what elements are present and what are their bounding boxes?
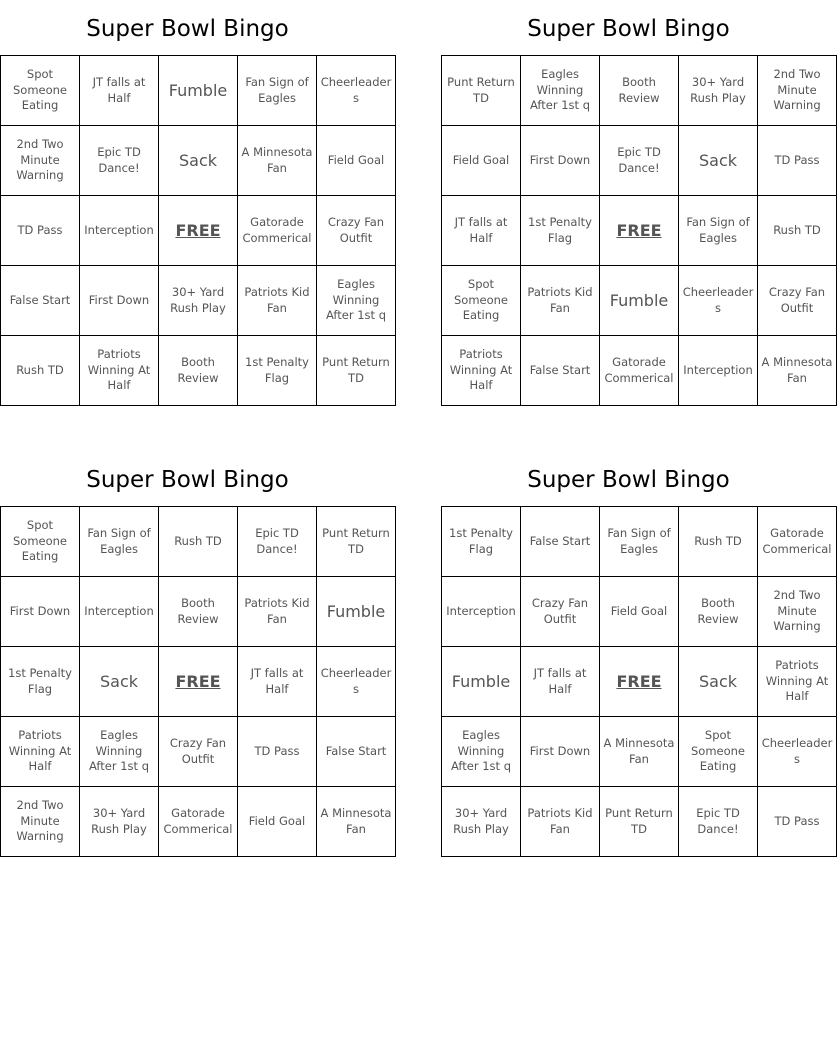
bingo-cell: Interception	[442, 577, 521, 647]
bingo-cell: Spot Someone Eating	[1, 56, 80, 126]
bingo-cell: Crazy Fan Outfit	[159, 717, 238, 787]
bingo-cell: Spot Someone Eating	[679, 717, 758, 787]
bingo-cell: Booth Review	[600, 56, 679, 126]
bingo-cell: TD Pass	[758, 126, 837, 196]
bingo-cell: Booth Review	[159, 577, 238, 647]
bingo-cell: Patriots Kid Fan	[238, 266, 317, 336]
grid-row	[1, 196, 396, 266]
grid-row	[1, 336, 396, 406]
free-space-cell: FREE	[600, 196, 679, 266]
bingo-cell: Epic TD Dance!	[679, 787, 758, 857]
grid-row	[1, 577, 396, 647]
bingo-cell: Spot Someone Eating	[442, 266, 521, 336]
grid-row	[442, 647, 837, 717]
bingo-cell: Fan Sign of Eagles	[238, 56, 317, 126]
bingo-cell: TD Pass	[238, 717, 317, 787]
bingo-cell: Field Goal	[238, 787, 317, 857]
grid-row	[1, 717, 396, 787]
bingo-cell: TD Pass	[1, 196, 80, 266]
grid-row	[442, 196, 837, 266]
bingo-cell: Cheerleaders	[758, 717, 837, 787]
grid-row	[442, 507, 837, 577]
bingo-cell: Patriots Kid Fan	[521, 787, 600, 857]
bingo-cell: JT falls at Half	[442, 196, 521, 266]
bingo-cell: Sack	[159, 126, 238, 196]
bingo-cell: 1st Penalty Flag	[442, 507, 521, 577]
bingo-cell: Rush TD	[159, 507, 238, 577]
bingo-cell: Rush TD	[758, 196, 837, 266]
bingo-cell: Patriots Winning At Half	[758, 647, 837, 717]
free-space-cell: FREE	[600, 647, 679, 717]
bingo-cell: Crazy Fan Outfit	[758, 266, 837, 336]
grid-row	[1, 266, 396, 336]
bingo-cell: 30+ Yard Rush Play	[159, 266, 238, 336]
bingo-cell: Sack	[80, 647, 159, 717]
grid-row	[442, 126, 837, 196]
bingo-cell: 2nd Two Minute Warning	[1, 126, 80, 196]
grid-row	[1, 507, 396, 577]
bingo-cell: 1st Penalty Flag	[521, 196, 600, 266]
grid-row	[442, 336, 837, 406]
bingo-cell: Fumble	[317, 577, 396, 647]
bingo-cell: 2nd Two Minute Warning	[1, 787, 80, 857]
bingo-cell: Rush TD	[679, 507, 758, 577]
bingo-cell: Cheerleaders	[317, 647, 396, 717]
bingo-cell: 1st Penalty Flag	[1, 647, 80, 717]
bingo-cell: Field Goal	[442, 126, 521, 196]
bingo-cell: False Start	[521, 507, 600, 577]
bingo-cell: Eagles Winning After 1st q	[521, 56, 600, 126]
bingo-cell: First Down	[80, 266, 159, 336]
free-space-cell: FREE	[159, 196, 238, 266]
bingo-cell: Interception	[80, 577, 159, 647]
bingo-cell: Fumble	[159, 56, 238, 126]
bingo-cell: Patriots Winning At Half	[442, 336, 521, 406]
bingo-cell: Fan Sign of Eagles	[679, 196, 758, 266]
grid-row	[1, 787, 396, 857]
bingo-cell: JT falls at Half	[238, 647, 317, 717]
bingo-cell: Spot Someone Eating	[1, 507, 80, 577]
card-title: Super Bowl Bingo	[527, 16, 730, 42]
bingo-cell: Eagles Winning After 1st q	[317, 266, 396, 336]
bingo-cell: Sack	[679, 126, 758, 196]
bingo-cell: Cheerleaders	[679, 266, 758, 336]
grid-row	[442, 787, 837, 857]
bingo-cell: Fan Sign of Eagles	[600, 507, 679, 577]
bingo-cell: 30+ Yard Rush Play	[442, 787, 521, 857]
grid-row	[442, 56, 837, 126]
bingo-cell: 1st Penalty Flag	[238, 336, 317, 406]
bingo-cell: Fumble	[600, 266, 679, 336]
bingo-cell: Gatorade Commerical	[238, 196, 317, 266]
bingo-cell: First Down	[1, 577, 80, 647]
bingo-cell: Gatorade Commerical	[600, 336, 679, 406]
bingo-cell: Interception	[80, 196, 159, 266]
bingo-cell: A Minnesota Fan	[600, 717, 679, 787]
bingo-cell: Rush TD	[1, 336, 80, 406]
bingo-cell: 30+ Yard Rush Play	[80, 787, 159, 857]
bingo-grid	[0, 55, 396, 406]
bingo-cell: Punt Return TD	[600, 787, 679, 857]
bingo-cell: Sack	[679, 647, 758, 717]
bingo-cell: Booth Review	[159, 336, 238, 406]
bingo-cell: Epic TD Dance!	[600, 126, 679, 196]
bingo-cell: First Down	[521, 126, 600, 196]
grid-row	[1, 126, 396, 196]
bingo-cell: Cheerleaders	[317, 56, 396, 126]
bingo-cell: A Minnesota Fan	[238, 126, 317, 196]
grid-row	[442, 717, 837, 787]
bingo-cell: Field Goal	[317, 126, 396, 196]
bingo-cell: Field Goal	[600, 577, 679, 647]
bingo-cell: TD Pass	[758, 787, 837, 857]
card-title: Super Bowl Bingo	[527, 467, 730, 493]
bingo-cell: Epic TD Dance!	[238, 507, 317, 577]
bingo-grid	[441, 506, 837, 857]
bingo-cell: A Minnesota Fan	[317, 787, 396, 857]
grid-row	[1, 647, 396, 717]
bingo-cell: Punt Return TD	[317, 336, 396, 406]
bingo-cell: Gatorade Commerical	[758, 507, 837, 577]
bingo-cell: Punt Return TD	[317, 507, 396, 577]
bingo-cell: 30+ Yard Rush Play	[679, 56, 758, 126]
bingo-cell: Interception	[679, 336, 758, 406]
grid-row	[1, 56, 396, 126]
bingo-cell: Patriots Kid Fan	[238, 577, 317, 647]
bingo-cell: JT falls at Half	[521, 647, 600, 717]
bingo-cell: False Start	[317, 717, 396, 787]
bingo-cell: False Start	[1, 266, 80, 336]
bingo-cell: False Start	[521, 336, 600, 406]
bingo-cell: Patriots Winning At Half	[1, 717, 80, 787]
grid-row	[442, 266, 837, 336]
bingo-cell: Patriots Winning At Half	[80, 336, 159, 406]
bingo-cell: 2nd Two Minute Warning	[758, 56, 837, 126]
bingo-cell: Patriots Kid Fan	[521, 266, 600, 336]
grid-row	[442, 577, 837, 647]
bingo-card-3	[0, 451, 392, 857]
bingo-card-4	[441, 451, 833, 857]
bingo-card-2	[441, 0, 833, 406]
bingo-grid	[441, 55, 837, 406]
bingo-cell: Eagles Winning After 1st q	[442, 717, 521, 787]
bingo-cell: Eagles Winning After 1st q	[80, 717, 159, 787]
bingo-card-1	[0, 0, 392, 406]
bingo-cell: Fumble	[442, 647, 521, 717]
card-title: Super Bowl Bingo	[86, 16, 289, 42]
bingo-cell: Punt Return TD	[442, 56, 521, 126]
bingo-cell: JT falls at Half	[80, 56, 159, 126]
bingo-cell: 2nd Two Minute Warning	[758, 577, 837, 647]
bingo-cell: Crazy Fan Outfit	[317, 196, 396, 266]
bingo-cell: Gatorade Commerical	[159, 787, 238, 857]
bingo-cell: Fan Sign of Eagles	[80, 507, 159, 577]
bingo-cell: Booth Review	[679, 577, 758, 647]
free-space-cell: FREE	[159, 647, 238, 717]
card-title: Super Bowl Bingo	[86, 467, 289, 493]
bingo-cell: A Minnesota Fan	[758, 336, 837, 406]
bingo-cell: Crazy Fan Outfit	[521, 577, 600, 647]
bingo-grid	[0, 506, 396, 857]
bingo-cell: Epic TD Dance!	[80, 126, 159, 196]
bingo-cell: First Down	[521, 717, 600, 787]
